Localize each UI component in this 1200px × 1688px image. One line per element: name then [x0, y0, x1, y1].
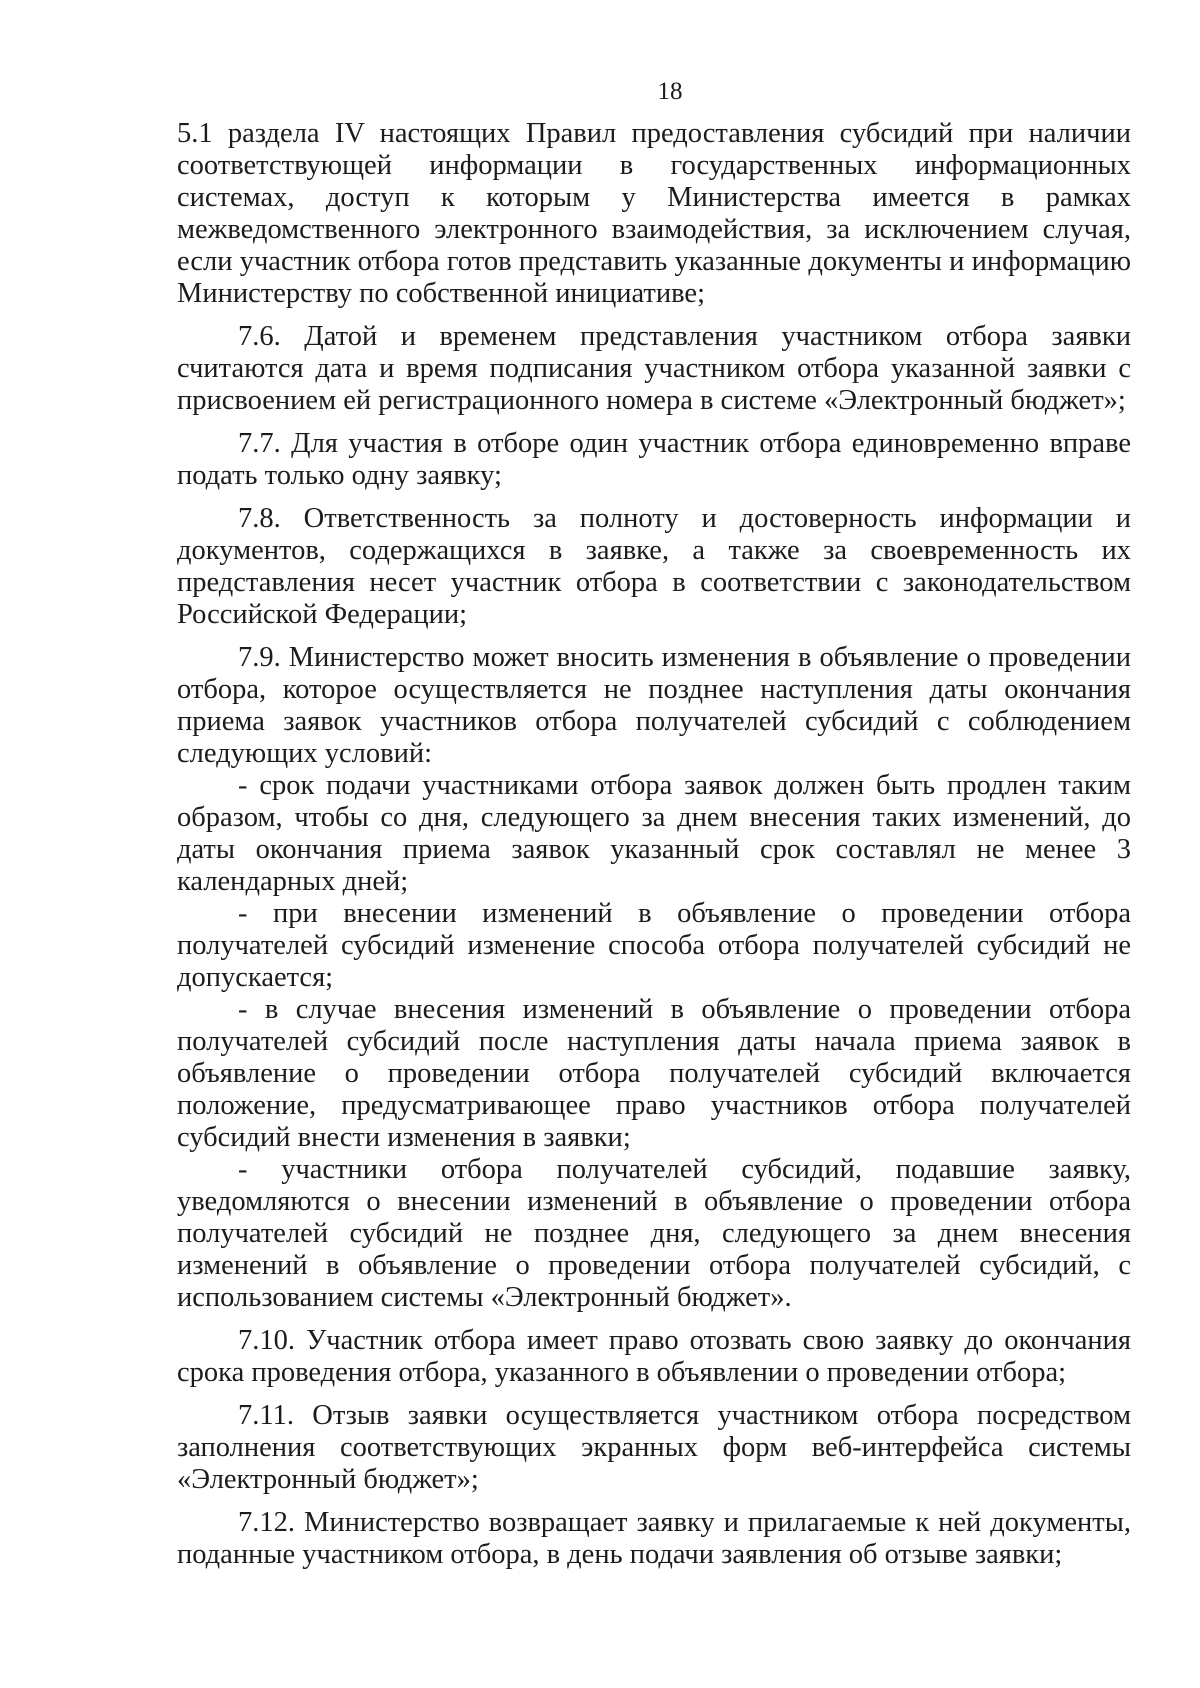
list-item-method-change: - при внесении изменений в объявление о проведении отбора получателей субсидий изменение способа отбора получателей субсидий не допускается; — [177, 898, 1131, 993]
paragraph-7-7: 7.7. Для участия в отборе один участник отбора единовременно вправе подать только одну заявку; — [177, 428, 1131, 491]
paragraph-7-12: 7.12. Министерство возвращает заявку и прилагаемые к ней документы, поданные участником отбора, в день подачи заявления об отзыве заявки; — [177, 1507, 1131, 1570]
paragraph-7-6: 7.6. Датой и временем представления участником отбора заявки считаются дата и время подписания участником отбора указанной заявки с присвоением ей регистрационного номера в системе «Электронный бюджет»; — [177, 321, 1131, 416]
paragraph-7-10: 7.10. Участник отбора имеет право отозвать свою заявку до окончания срока проведения отбора, указанного в объявлении о проведении отбора; — [177, 1325, 1131, 1388]
list-item-application-changes: - в случае внесения изменений в объявление о проведении отбора получателей субсидий после наступления даты начала приема заявок в объявление о проведении отбора получателей субсидий включается положение, предусматривающее право участников отбора получателей субсидий внести изменения в заявки; — [177, 994, 1131, 1153]
list-item-participant-notification: - участники отбора получателей субсидий, подавшие заявку, уведомляются о внесении изменений в объявление о проведении отбора получателей субсидий не позднее дня, следующего за днем внесения изменений в объявление о проведении отбора получателей субсидий, с использованием системы «Электронный бюджет». — [177, 1154, 1131, 1313]
document-body — [177, 118, 1131, 1571]
list-item-deadline-extension: - срок подачи участниками отбора заявок должен быть продлен таким образом, чтобы со дня, следующего за днем внесения таких изменений, до даты окончания приема заявок указанный срок составлял не менее 3 календарных дней; — [177, 770, 1131, 897]
paragraph-7-9: 7.9. Министерство может вносить изменения в объявление о проведении отбора, которое осуществляется не позднее наступления даты окончания приема заявок участников отбора получателей субсидий с соблюдением следующих условий: — [177, 642, 1131, 769]
page-number: 18 — [657, 78, 683, 105]
paragraph-7-8: 7.8. Ответственность за полноту и достоверность информации и документов, содержащихся в заявке, а также за своевременность их представления несет участник отбора в соответствии с законодательством Российской Федерации; — [177, 503, 1131, 630]
paragraph-7-11: 7.11. Отзыв заявки осуществляется участником отбора посредством заполнения соответствующих экранных форм веб-интерфейса системы «Электронный бюджет»; — [177, 1400, 1131, 1495]
paragraph-5-1-continuation: 5.1 раздела IV настоящих Правил предоставления субсидий при наличии соответствующей информации в государственных информационных системах, доступ к которым у Министерства имеется в рамках межведомственного электронного взаимодействия, за исключением случая, если участник отбора готов представить указанные документы и информацию Министерству по собственной инициативе; — [177, 118, 1131, 309]
